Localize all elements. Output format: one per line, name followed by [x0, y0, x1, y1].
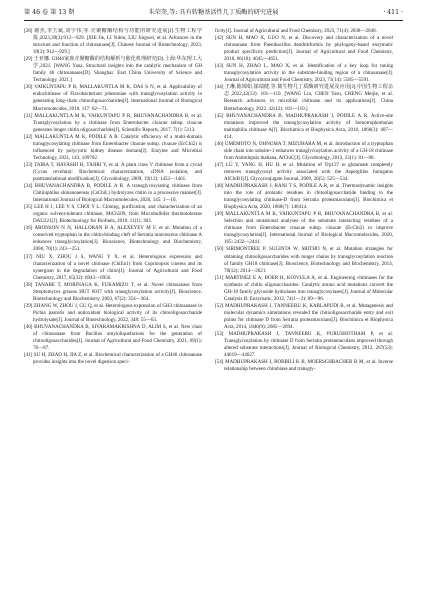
reference-entry: [30] VAIKUNTAPU P R, MALLAKUNTLA M K, DAS S N, et al. Applicability of endochitinase of Flavobacterium johnsoniae with transglycosylation activity in generating long-chain chitooligosaccharides[J]. International Journal of Biological Macromolecules, 2018, 117: 62—71. — [24, 84, 202, 112]
reference-entry: [54] MADHUPRAKASH J, BOBBILI K B, MOERSCHBACHER B M, et al. Inverse relationship between chitobiase and transgly- — [215, 359, 393, 373]
reference-entry: [53] MADHUPRAKASH J, TANNEERU K, PURUSHOTHAM P, et al. Transglycosylation by chitinase D from Serratia proteamaculans improved through altered substrate interactions[J]. Journal of Biological Chemistry, 2012, 287(53): 44619—44627. — [215, 331, 393, 359]
reference-entry: [36] ARONSON N N, HALLORAN B A, ALEXEYEV M F, et al. Mutation of a conserved tryptophan in the chitin-binding cleft of Serratia marcescens chitinase A enhances transglycosylation[J]. Bioscience, Biotechnology and Biochemistry, 2006, 70(1): 243—251. — [24, 225, 202, 253]
reference-entry: ficity[J]. Journal of Agricultural and Food Chemistry, 2023, 71(4): 2038—2048. — [215, 28, 377, 34]
reference-entry: [52] MADHUPRAKASH J, TANNEERU K, KARLAPUDI B, et al. Mutagenesis and molecular dynamics simulations revealed the chitooligosaccharide entry and exit points for chitinase D from Serratia proteamaculans[J]. Biochimica et Biophysica Acta, 2014, 1840(9): 2685—2694. — [215, 302, 393, 330]
reference-entry: [34] BHUVANACHANDRA B, PODILE A R. A transglycosylating chitinase from Chitiniphilus shinanonensis (CsChiL) hydrolyzes chitin in a processive manner[J]. International Journal of Biological Macromolecules, 2020, 145: 1—10. — [24, 183, 202, 204]
reference-entry: [46] UMEMOTO N, OHNUMA T, MIZUHARA M, et al. Introduction of a tryptophan side chain into subsite+1 enhances transglycosylation activity of a GH-18 chitinase from Arabidopsis thaliana, AtChiC[J]. Glycobiology, 2013, 23(1): 81—90. — [215, 140, 393, 161]
reference-entry: [42] SUN H, MAO X, GUO N, et al. Discovery and characterization of a novel chitosanase from Paenibacillus dendritiformis by phylogeny-based enzymatic product specificity prediction[J]. Journal of Agricultural and Food Chemistry, 2018, 66(18): 4645—4651. — [215, 35, 393, 63]
reference-entry: [38] TANABE T, MORINAGA K, FUKAMIZO T, et al. Novel chitosanase from Streptomyces griseus HUT 6037 with transglycosylation activity[J]. Bioscience, Biotechnology and Biochemistry, 2003, 67(2): 354—364. — [24, 281, 202, 302]
reference-entry: [50] SIRIMONTREE P, SUGINTA W, SRITHO N, et al. Mutation strategies for obtaining chitooligosaccharides with longer chains by transglycosylation reaction of family GH18 chitinase[J]. Bioscience, Biotechnology and Biochemistry, 2014, 78(12): 2014—2021. — [215, 246, 393, 274]
journal-volume: 第 46 卷 第 13 期 — [24, 9, 75, 16]
reference-entry: [39] ZHANG W, ZHOU J, GU Q, et al. Heterologous expression of GH3 chitosanase in Pichia pastoris and antioxidant biological activity of its chitooligosaccharide hydrolysate[J]. Journal of Biotechnology, 2022, 348: 55—63. — [24, 302, 202, 323]
reference-entry: [32] MALLAKUNTLA M K, PODILE A R. Catalytic efficiency of a multi-domain transglycosylating chitinase from Enterobacter cloacae subsp. cloacae (EcChi2) is influenced by polycystic kidney disease domain[J]. Enzyme and Microbial Technology, 2021, 143: 109702. — [24, 133, 202, 161]
reference-entry: [35] LEE H J, LEE Y S, CHOI Y L. Cloning, purification, and characterization of an organic solvent-tolerant chitinase, MtCh509, from Microbulbifer thermotolerans DAU221[J]. Biotechnology for Biofuels, 2018, 11(1): 303. — [24, 204, 202, 225]
reference-entry: [51] MARTINEZ E A, BOER H, KOIVULA A, et al. Engineering chitinases for the synthesis of chitin oligosaccharides: Catalytic amino acid mutations convert the GH-18 family glycoside hydrolases into transglycosylases[J]. Journal of Molecular Catalysis B: Enzymatic, 2012, 74(1—2): 89—96. — [215, 274, 393, 302]
reference-entry: [40] BHUVANACHANDRA B, SIVARAMAKRISHNA D, ALIM S, et al. New class of chitosanase from Bacillus amyloliquefaciens for the generation of chitooligosaccharides[J]. Journal of Agricultural and Food Chemistry, 2021, 69(1): 78—87. — [24, 323, 202, 352]
reference-entry: [29] 王亚娜. GH46家族壳聚糖酶的结构解析与催化机理研究[D].上海:华东理工大学,2021. [WANG Yana. Structural insights into the catalytic mechanism of GH family 46 chitosanases[D]. Shanghai: East China University of Science and Technology, 2021.] — [24, 56, 202, 84]
page-number: · 411 · — [383, 9, 403, 16]
reference-entry: [45] BHUVANACHANDRA B, MADHUPRAKASH J, PODILE A R. Active-site mutations improved the transglycosylation activity of Stenotrophomonas maltophilia chitinase A[J]. Biochimica et Biophysica Acta, 2018, 1866(3): 407—414. — [215, 112, 393, 140]
reference-entry: [49] MALLAKUNTLA M K, VAIKUNTAPU P R, BHUVANACHANDRA B, et al. Selection and mutational analyses of the substrate interacting residues of a chitinase from Enterobacter cloacae subsp. cloacae (EcChi2) to improve transglycosylation[J]. International Journal of Biological Macromolecules, 2020, 165: 2432—2441. — [215, 211, 393, 246]
article-running-title: 朱荣奎,等: 具有转糖基活性几丁质酶的研究进展 — [148, 9, 279, 16]
reference-entry: [37] NIU X, ZHOU J S, WANG Y X, et al. Heterologous expression and characterization of a novel chitinase (ChiEn1) from Coprinopsis cinerea and its synergism in the degradation of chitin[J]. Journal of Agricultural and Food Chemistry, 2017, 65(32): 6943—6956. — [24, 253, 202, 281]
reference-entry: [28] 谢杰,李玉斌,刘宇伟,等.壳聚糖酶结构与功能的研究进展[J].生物工程学报,2023,39(3):912—929. [XIE Jie, LI Yubin, LIU Jingwei, et al. Advances in the structure and function of chitosanase[J]. Chinese Journal of Biotechnology, 2023, 39(3): 912—929.] — [24, 28, 202, 56]
reference-entry: [33] TAIRA T, HAYASHI H, TAJIRI Y, et al. A plant class V chitinase from a cycad (Cycas revoluta): Biochemical characterization, cDNA isolation, and posttranslational modification[J]. Glycobiology, 2009, 19(12): 1452—1461. — [24, 161, 202, 182]
reference-entry: [47] LÜ Y, YANG H, HU H, et al. Mutation of Trp137 to glutamate completely removes transglycosyl activity associated with the Aspergillus fumigatus AfChiB1[J]. Glycoconjugate Journal, 2009, 26(5): 525—534. — [215, 161, 393, 182]
reference-entry: [41] SU H, ZHAO H, JIA Z, et al. Biochemical characterization of a GH46 chitosanase provides insights into the novel digestion speci- — [24, 352, 202, 366]
running-header — [24, 6, 403, 21]
references-right-column — [215, 28, 393, 593]
reference-entry: [43] SUN H, ZHAO L, MAO X, et al. Identification of a key loop for tuning transglycosylation activity in the substrate-binding region of a chitosanase[J]. Journal of Agricultural and Food Chemistry, 2023, 71(14): 5585—5591. — [215, 63, 393, 84]
reference-entry: [44] 王琳,陈锦如,郁瑞健,等.微生物几丁质酶研究进展及应用[J].中国生物工程杂志,2022,42(12): 101—110. [WANG Lin, CHEN Yaru, CHENG Meijie, et al. Research advances in microbial chitinase and its applications[J]. China Biotechnology, 2022, 42(12): 101—110.] — [215, 84, 393, 112]
reference-entry: [31] MALLAKUNTLA M K, VAIKUNTAPU P R, BHUVANACHANDRA B, et al. Transglycosylation by a chitinase from Enterobacter cloacae subsp. cloacae generates longer chitin oligosaccharides[J]. Scientific Reports, 2017, 7(1): 5113. — [24, 112, 202, 133]
references-left-column — [24, 28, 202, 593]
reference-entry: [48] MADHUPRAKASH J, RANI T S, PODILE A R, et al. Thermodynamic insights into the role of aromatic residues in chitooligosaccharide binding to the transglycosylating chitinase-D from Serratia proteamaculans[J]. Biochimica et Biophysica Acta, 2020, 1868(7): 140414. — [215, 183, 393, 211]
